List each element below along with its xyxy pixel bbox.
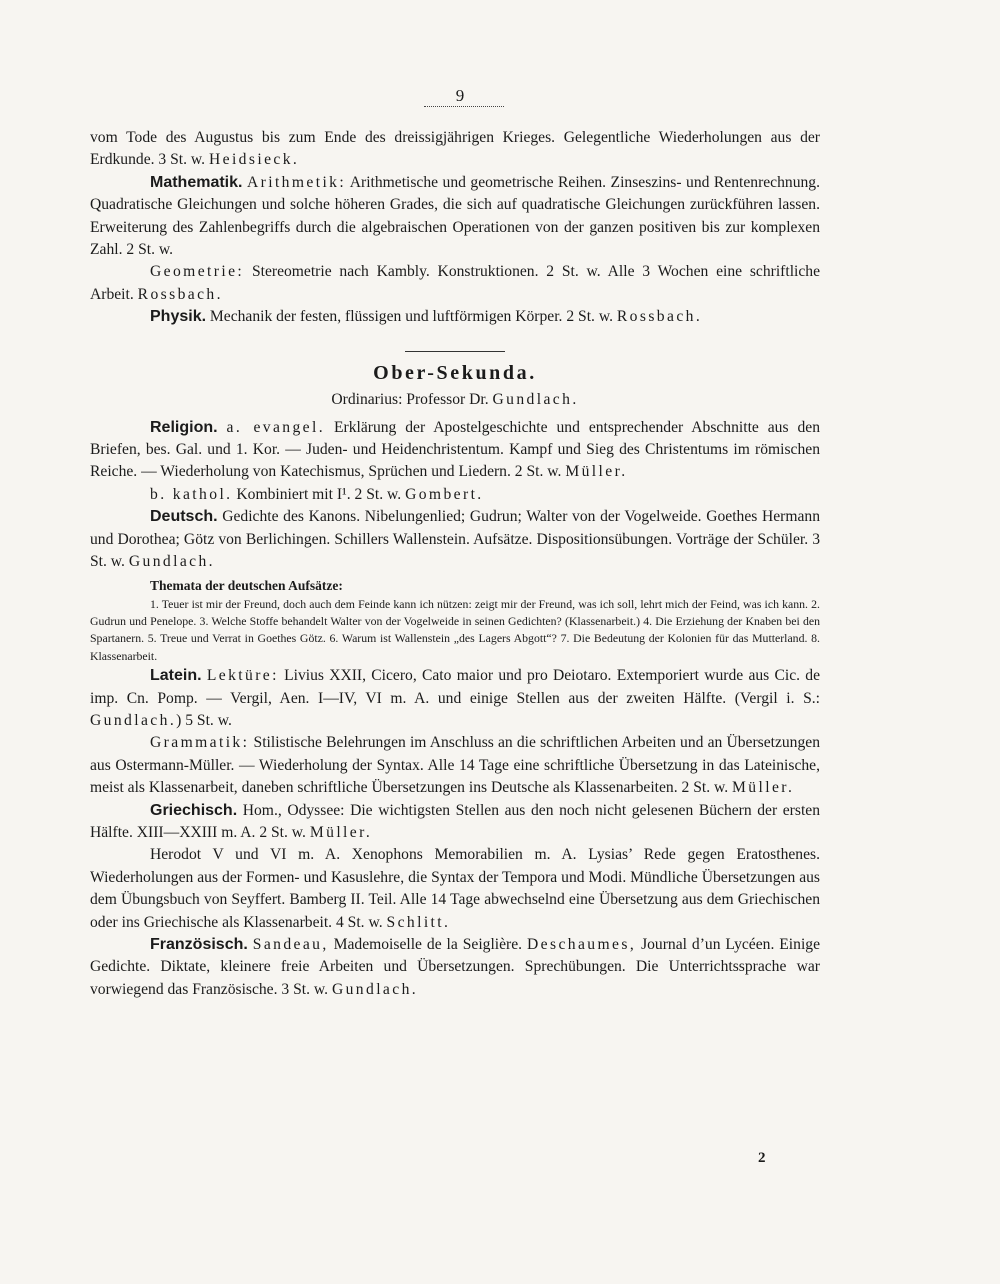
latein-paragraph: Latein. Lektüre: Livius XXII, Cicero, Cato maior und pro Deiotaro. Extemporiert wurde aus Cic. de imp. Cn. Pomp. — Vergil, Aen. I—IV, VI m. A. und einige Stellen aus der zweiten Hälfte. (Vergil i. S.: Gundlach.) 5 St. w. <box>90 667 820 729</box>
sheet-signature: 2 <box>758 1150 766 1166</box>
themata-list: 1. Teuer ist mir der Freund, doch auch dem Feinde kann ich nützen: zeigt mir der Freund, was ich soll, lehrt mich der Feind, was ich kann. 2. Gudrun und Penelope. 3. Welche Stoffe behandelt Walter von der Vogelweide in seinen Gedichten? (Klassenarbeit.) 4. Die Erziehung der Knaben bei den Spartanern. 5. Treue und Verrat in Goethes Götz. 6. Warum ist Wallenstein „des Lagers Abgott“? 7. Die Bedeutung der Kolonien für das Mutterland. 8. Klassenarbeit. <box>90 596 820 663</box>
geometrie-paragraph: Geometrie: Stereometrie nach Kambly. Konstruktionen. 2 St. w. Alle 3 Wochen eine schriftliche Arbeit. Rossbach. <box>90 263 820 303</box>
teacher-name: Schlitt. <box>386 913 451 931</box>
deutsch-paragraph: Deutsch. Gedichte des Kanons. Nibelungenlied; Gudrun; Walter von der Vogelweide. Goethes Hermann und Dorothea; Götz von Berlichingen. Schillers Wallenstein. Aufsätze. Dispositionsübungen. Vorträge der Schüler. 3 St. w. Gundlach. <box>90 508 820 571</box>
page-number: 9 <box>455 86 465 105</box>
section-divider <box>405 351 505 352</box>
teacher-name: Rossbach. <box>616 308 703 326</box>
teacher-name: Gundlach. <box>331 980 419 998</box>
religion-kathol-paragraph: b. kathol. Kombiniert mit I¹. 2 St. w. Gombert. <box>150 485 484 503</box>
teacher-name: Müller. <box>309 823 373 841</box>
page-number-ornament <box>424 106 504 107</box>
mathematik-paragraph: Mathematik. Arithmetik: Arithmetische und geometrische Reihen. Zinseszins- und Rentenrechnung. Quadratische Gleichungen und solche höheren Grades, die sich auf quadratische Gleichungen zurückführen lassen. Erweiterung des Zahlenbegriffs durch die algebraischen Operationen von der ganzen positiven bis zur komplexen Zahl. 2 St. w. <box>90 173 820 259</box>
grammatik-paragraph: Grammatik: Stilistische Belehrungen im Anschluss an die schriftlichen Arbeiten und an Übersetzungen aus Ostermann-Müller. — Wiederholung der Syntax. Alle 14 Tage eine schriftliche Übersetzung in das Lateinische, meist als Klassenarbeit, daneben schriftliche Übersetzungen ins Deutsche als Klassenarbeiten. 2 St. w. Müller. <box>90 734 820 797</box>
franzoesisch-paragraph: Französisch. Sandeau, Mademoiselle de la Seiglière. Deschaumes, Journal d’un Lycéen. Einige Gedichte. Diktate, kleinere freie Arbeiten und Übersetzungen. Sprechübungen. Die Unterrichtssprache war vorwiegend das Französische. 3 St. w. Gundlach. <box>90 936 820 998</box>
subject-heading-latein: Latein. <box>150 667 202 685</box>
subject-heading-religion: Religion. <box>150 418 218 436</box>
subject-heading-deutsch: Deutsch. <box>150 508 218 526</box>
physik-paragraph: Physik. Mechanik der festen, flüssigen und luftförmigen Körper. 2 St. w. Rossbach. <box>150 308 703 326</box>
page-body <box>90 127 820 1001</box>
subject-heading-physik: Physik. <box>150 308 207 326</box>
griechisch-paragraph-2: Herodot V und VI m. A. Xenophons Memorabilien m. A. Lysias’ Rede gegen Eratosthenes. Wiederholungen aus der Formen- und Kasuslehre, die Syntax der Tempora und Modi. Mündliche Übersetzungen aus dem Übungsbuch von Seyffert. Bamberg II. Teil. Alle 14 Tage abwechselnd eine Übersetzung aus dem Griechischen oder ins Griechische als Klassenarbeit. 4 St. w. Schlitt. <box>90 846 820 931</box>
themata-heading: Themata der deutschen Aufsätze: <box>150 577 343 593</box>
subject-heading-franzoesisch: Französisch. <box>150 936 248 953</box>
teacher-name: Gombert. <box>405 485 484 503</box>
teacher-name: Heidsieck. <box>208 151 300 169</box>
religion-paragraph: Religion. a. evangel. Erklärung der Apostelgeschichte und entsprechender Abschnitte aus den Briefen, bes. Gal. und 1. Kor. — Juden- und Heidenchristentum. Kampf und Sieg des Christentums im römischen Reiche. — Wiederholung von Katechismus, Sprüchen und Liedern. 2 St. w. Müller. <box>90 418 820 481</box>
subject-heading-griechisch: Griechisch. <box>150 801 238 819</box>
teacher-name: Rossbach. <box>137 285 223 303</box>
subject-heading-mathematik: Mathematik. <box>150 173 243 191</box>
teacher-name: Gundlach. <box>128 553 215 571</box>
griechisch-paragraph: Griechisch. Hom., Odyssee: Die wichtigsten Stellen aus den noch nicht gelesenen Büchern der ersten Hälfte. XIII—XXIII m. A. 2 St. w. Müller. <box>90 801 820 841</box>
teacher-name: Müller. <box>732 779 795 797</box>
teacher-name: Müller. <box>565 463 628 481</box>
teacher-name: Gundlach. <box>90 711 177 729</box>
section-title: Ober-Sekunda. <box>373 361 537 384</box>
ordinarius-line: Ordinarius: Professor Dr. Gundlach. <box>331 390 579 408</box>
history-paragraph-end: vom Tode des Augustus bis zum Ende des dreissigjährigen Krieges. Gelegentliche Wiederholungen aus der Erdkunde. 3 St. w. Heidsieck. <box>90 129 820 169</box>
